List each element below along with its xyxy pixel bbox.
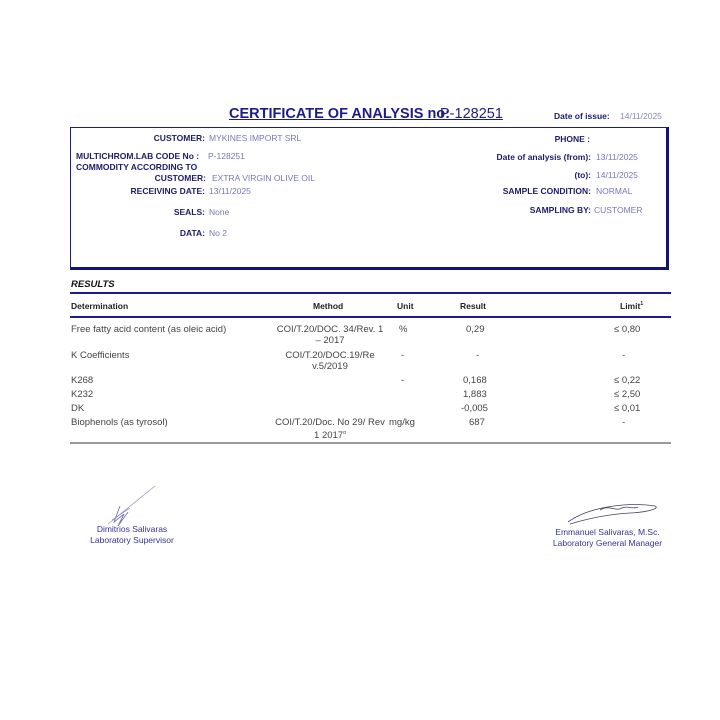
table-row-3-result: 0,168 (463, 375, 487, 386)
receiving-date-value: 13/11/2025 (209, 186, 251, 196)
commodity-value: EXTRA VIRGIN OLIVE OIL (212, 173, 315, 183)
supervisor-title: Laboratory Supervisor (90, 535, 174, 545)
data-label: DATA: (179, 228, 205, 238)
manager-title: Laboratory General Manager (552, 538, 663, 548)
table-row-4-result: 1,883 (463, 389, 487, 400)
limit-footnote-marker: 1 (640, 301, 644, 308)
certificate-number: P-128251 (440, 106, 503, 122)
customer-label: CUSTOMER: (153, 133, 205, 143)
manager-signature-block (535, 527, 680, 549)
table-row-3-determination: K268 (71, 375, 94, 386)
table-top-rule (70, 292, 671, 294)
date-of-issue-value: 14/11/2025 (620, 111, 662, 121)
sample-condition-label: SAMPLE CONDITION: (502, 186, 591, 196)
column-header-determination: Determination (71, 301, 129, 311)
table-row-6-result: 687 (469, 417, 485, 428)
commodity-label-line2: CUSTOMER: (154, 173, 206, 183)
phone-label: PHONE : (554, 134, 590, 144)
table-row-1-method: COI/T.20/DOC. 34/Rev. 1 – 2017 (276, 324, 384, 346)
table-row-2-result: - (476, 350, 480, 361)
table-row-1-determination: Free fatty acid content (as oleic acid) (71, 324, 227, 335)
column-header-limit (620, 301, 643, 311)
column-header-method: Method (313, 301, 344, 311)
table-row-6-method-text: COI/T.20/Doc. No 29/ Rev 1 2017 (275, 417, 385, 442)
lab-code-label: MULTICHROM.LAB CODE No : (76, 151, 200, 161)
seals-value: None (209, 207, 230, 217)
column-header-result: Result (460, 301, 486, 311)
column-header-unit: Unit (397, 301, 414, 311)
table-row-2-determination: K Coefficients (71, 350, 130, 361)
table-row-6-method (275, 417, 385, 441)
table-row-5-result: -0,005 (461, 403, 488, 414)
seals-label: SEALS: (173, 207, 205, 217)
table-row-3-limit: ≤ 0,22 (614, 375, 641, 386)
table-row-6-limit: - (622, 417, 626, 428)
analysis-from-value: 13/11/2025 (596, 152, 638, 162)
date-of-issue-label: Date of issue: (554, 111, 610, 121)
manager-signature-mark (560, 500, 665, 526)
analysis-to-value: 14/11/2025 (596, 170, 638, 180)
table-row-5-determination: DK (71, 403, 85, 414)
table-row-6-determination: Biophenols (as tyrosol) (71, 417, 168, 428)
table-row-4-limit: ≤ 2,50 (614, 389, 641, 400)
table-row-1-limit: ≤ 0,80 (614, 324, 641, 335)
sample-condition-value: NORMAL (596, 186, 633, 196)
sampling-by-value: CUSTOMER (594, 205, 643, 215)
customer-value: MYKINES IMPORT SRL (209, 133, 302, 143)
table-bottom-rule (70, 442, 671, 444)
manager-name: Emmanuel Salivaras, M.Sc. (555, 527, 660, 537)
table-row-6-unit: mg/kg (389, 417, 415, 428)
table-row-1-unit: % (399, 324, 408, 335)
supervisor-name: Dimitrios Salivaras (96, 524, 168, 534)
table-row-2-limit: - (622, 350, 626, 361)
table-row-6-method-footnote: α (343, 430, 346, 436)
table-row-1-result: 0,29 (466, 324, 485, 335)
table-row-2-unit: - (401, 350, 405, 361)
limit-header-text: Limit (620, 301, 641, 311)
table-row-4-determination: K232 (71, 389, 94, 400)
lab-code-value: P-128251 (208, 151, 245, 161)
info-box (70, 127, 669, 270)
table-row-5-limit: ≤ 0,01 (614, 403, 641, 414)
supervisor-signature-mark (100, 484, 160, 529)
analysis-to-label: (to): (574, 170, 591, 180)
commodity-label-line1: COMMODITY ACCORDING TO (76, 162, 198, 172)
table-header-rule (70, 316, 671, 318)
sampling-by-label: SAMPLING BY: (529, 205, 591, 215)
results-heading: RESULTS (71, 279, 115, 290)
table-row-2-method: COI/T.20/DOC.19/Re v.5/2019 (285, 350, 375, 372)
supervisor-signature-block (62, 524, 202, 546)
data-value: No 2 (209, 228, 227, 238)
table-row-3-unit: - (401, 375, 405, 386)
receiving-date-label: RECEIVING DATE: (130, 186, 205, 196)
certificate-title: CERTIFICATE OF ANALYSIS no: (229, 106, 450, 122)
analysis-from-label: Date of analysis (from): (496, 152, 591, 162)
